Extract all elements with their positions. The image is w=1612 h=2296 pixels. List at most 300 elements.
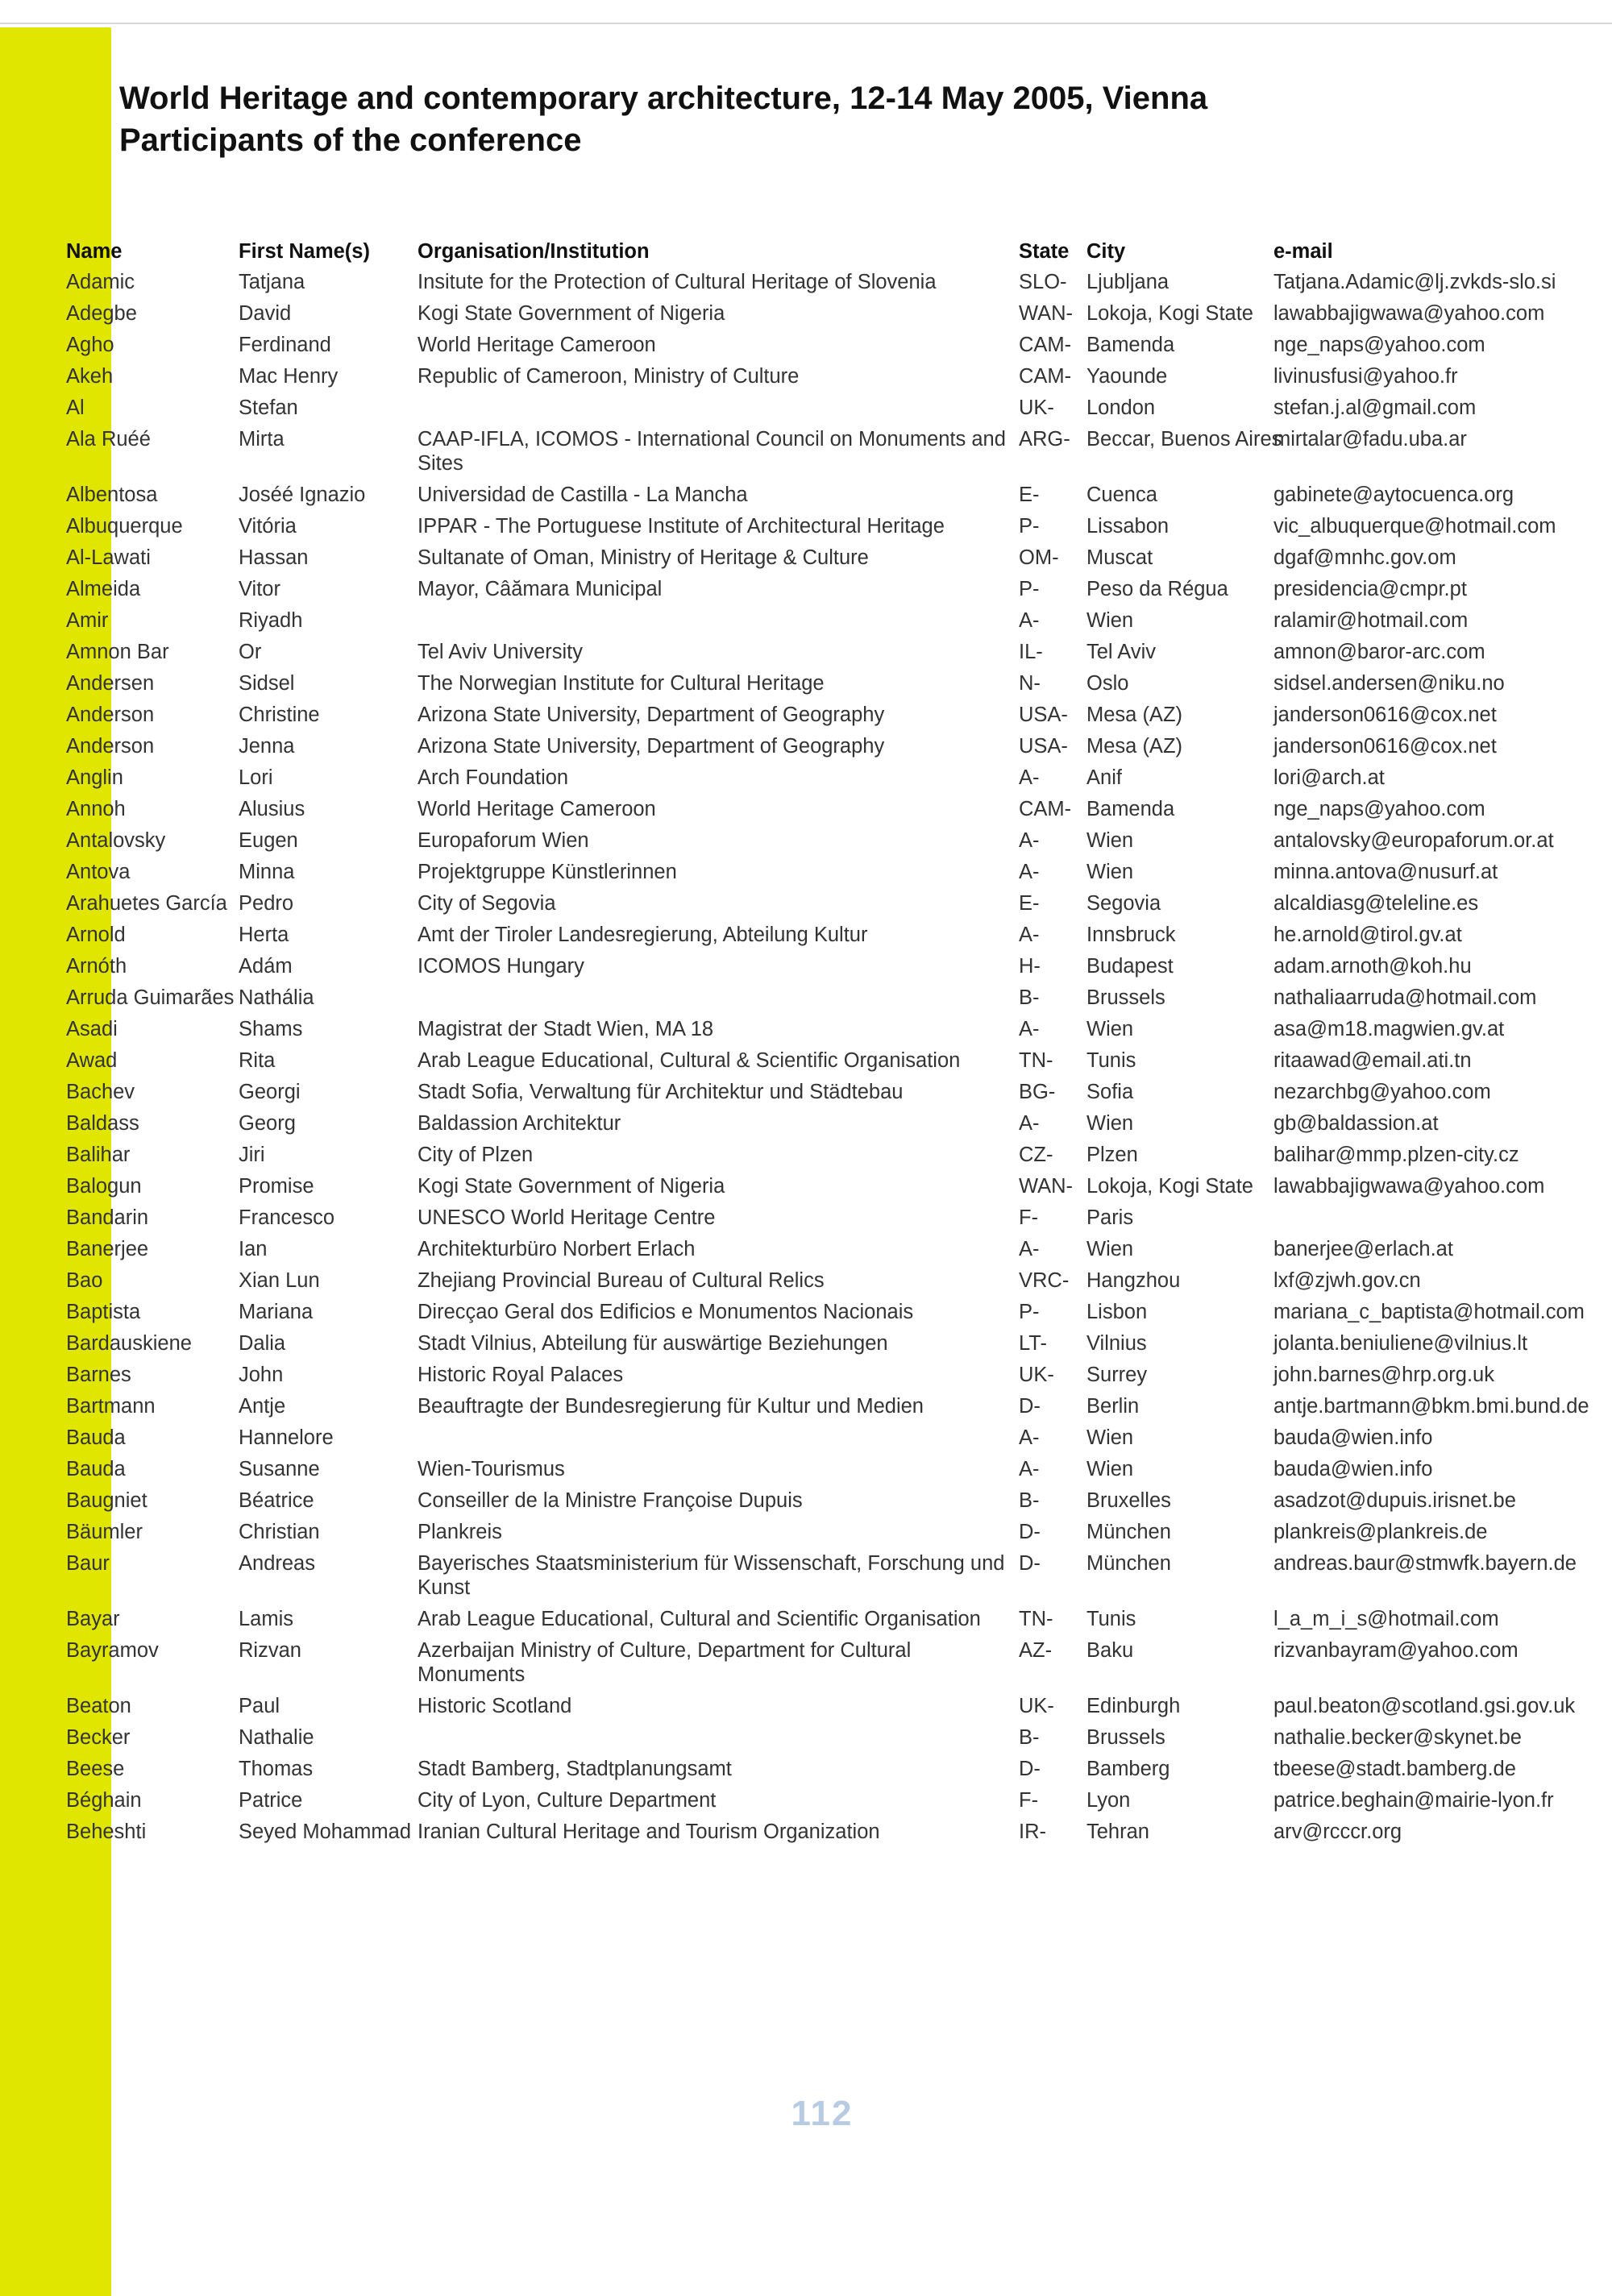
participant-first-name: Jenna xyxy=(239,735,295,758)
participant-state: VRC- xyxy=(1019,1269,1070,1292)
participant-email: nathaliaarruda@hotmail.com xyxy=(1273,986,1537,1009)
table-row xyxy=(64,424,1608,480)
participant-state: E- xyxy=(1019,892,1040,915)
participant-first-name: Antje xyxy=(239,1395,286,1418)
participant-city: München xyxy=(1086,1552,1171,1575)
participant-email: antalovsky@europaforum.or.at xyxy=(1273,829,1554,852)
participant-last-name: Baptista xyxy=(66,1301,141,1323)
participant-organisation: Insitute for the Protection of Cultural Heritage of Slovenia xyxy=(418,271,937,293)
table-row xyxy=(64,1108,1608,1140)
participant-last-name: Bäumler xyxy=(66,1521,143,1543)
participant-email: he.arnold@tirol.gv.at xyxy=(1273,924,1462,946)
document-title: World Heritage and contemporary architecture, 12-14 May 2005, Vienna xyxy=(119,81,1208,116)
participant-state: N- xyxy=(1019,672,1041,695)
table-row xyxy=(64,951,1608,982)
participant-organisation: Arizona State University, Department of Geography xyxy=(418,735,885,758)
table-row xyxy=(64,1140,1608,1171)
participant-state: A- xyxy=(1019,1018,1040,1040)
participant-email: tbeese@stadt.bamberg.de xyxy=(1273,1758,1516,1780)
participant-city: Edinburgh xyxy=(1086,1695,1181,1717)
participant-first-name: Thomas xyxy=(239,1758,314,1780)
participant-state: A- xyxy=(1019,766,1040,789)
table-row xyxy=(64,1604,1608,1635)
participant-first-name: Mirta xyxy=(239,428,285,450)
participant-organisation: Direcçao Geral dos Edificios e Monumentos Nacionais xyxy=(418,1301,914,1323)
participant-first-name: Riyadh xyxy=(239,609,303,632)
participant-state: A- xyxy=(1019,1112,1040,1135)
participant-email: bauda@wien.info xyxy=(1273,1426,1433,1449)
page-number: 112 xyxy=(791,2094,854,2133)
participant-last-name: Bauda xyxy=(66,1426,126,1449)
participant-state: CAM- xyxy=(1019,798,1072,820)
participant-first-name: Dalia xyxy=(239,1332,286,1355)
participant-last-name: Akeh xyxy=(66,365,114,388)
participant-organisation: Kogi State Government of Nigeria xyxy=(418,302,725,325)
participant-organisation: Azerbaijan Ministry of Culture, Department for Cultural Monuments xyxy=(418,1639,912,1686)
participant-city: Lokoja, Kogi State xyxy=(1086,1175,1253,1198)
participant-email: jolanta.beniuliene@vilnius.lt xyxy=(1273,1332,1528,1355)
table-row xyxy=(64,1360,1608,1391)
table-row xyxy=(64,361,1608,392)
participant-last-name: Asadi xyxy=(66,1018,118,1040)
participant-city: Lissabon xyxy=(1086,515,1170,538)
participant-city: Sofia xyxy=(1086,1081,1134,1103)
participant-organisation: The Norwegian Institute for Cultural Heritage xyxy=(418,672,825,695)
participant-city: Berlin xyxy=(1086,1395,1140,1418)
participant-state: A- xyxy=(1019,609,1040,632)
participant-email: gabinete@aytocuenca.org xyxy=(1273,484,1514,506)
participant-email: mirtalar@fadu.uba.ar xyxy=(1273,428,1467,450)
table-row xyxy=(64,1517,1608,1548)
participant-organisation xyxy=(416,1422,1017,1454)
participant-first-name: Eugen xyxy=(239,829,298,852)
participant-city: Tunis xyxy=(1086,1608,1136,1630)
participant-email: nge_naps@yahoo.com xyxy=(1273,798,1485,820)
table-row xyxy=(64,857,1608,888)
participant-state: IL- xyxy=(1019,641,1043,663)
participant-state: AZ- xyxy=(1019,1639,1053,1662)
participant-email: lori@arch.at xyxy=(1273,766,1385,789)
participant-state: OM- xyxy=(1019,546,1059,569)
participant-first-name: Andreas xyxy=(239,1552,315,1575)
table-row xyxy=(64,1722,1608,1754)
participant-last-name: Agho xyxy=(66,334,114,356)
participant-state: TN- xyxy=(1019,1608,1053,1630)
participant-city: Ljubljana xyxy=(1086,271,1170,293)
table-row xyxy=(64,1485,1608,1517)
participant-city: Lyon xyxy=(1086,1789,1131,1812)
participant-state: D- xyxy=(1019,1395,1041,1418)
participant-first-name: John xyxy=(239,1364,284,1386)
participant-state: D- xyxy=(1019,1758,1041,1780)
table-row xyxy=(64,700,1608,731)
participant-last-name: Al-Lawati xyxy=(66,546,151,569)
participant-city: Bamenda xyxy=(1086,798,1175,820)
participant-email: vic_albuquerque@hotmail.com xyxy=(1273,515,1556,538)
participant-state: WAN- xyxy=(1019,302,1074,325)
participant-city: München xyxy=(1086,1521,1171,1543)
participant-organisation: Projektgruppe Künstlerinnen xyxy=(418,861,677,883)
participant-first-name: Seyed Mohammad xyxy=(239,1821,412,1843)
table-row xyxy=(64,1014,1608,1045)
participant-last-name: Bachev xyxy=(66,1081,135,1103)
participant-city: Budapest xyxy=(1086,955,1174,978)
participant-email: asadzot@dupuis.irisnet.be xyxy=(1273,1489,1516,1512)
participant-first-name: Ferdinand xyxy=(239,334,331,356)
participant-city: Wien xyxy=(1086,1426,1134,1449)
participant-state: UK- xyxy=(1019,397,1054,419)
participant-first-name: Jiri xyxy=(239,1144,265,1166)
table-row xyxy=(64,1548,1608,1604)
participant-first-name: Francesco xyxy=(239,1206,335,1229)
participant-state: USA- xyxy=(1019,704,1068,726)
table-row xyxy=(64,267,1608,298)
participant-organisation: Architekturbüro Norbert Erlach xyxy=(418,1238,696,1260)
participant-state: A- xyxy=(1019,1426,1040,1449)
participant-email: bauda@wien.info xyxy=(1273,1458,1433,1480)
participant-city: Brussels xyxy=(1086,986,1165,1009)
participant-state: B- xyxy=(1019,1726,1040,1749)
participant-city: Surrey xyxy=(1086,1364,1148,1386)
participant-state: A- xyxy=(1019,1458,1040,1480)
table-row xyxy=(64,542,1608,574)
participant-state: TN- xyxy=(1019,1049,1053,1072)
top-rule xyxy=(0,23,1612,24)
participant-email: paul.beaton@scotland.gsi.gov.uk xyxy=(1273,1695,1576,1717)
participant-state: H- xyxy=(1019,955,1041,978)
participant-state: CAM- xyxy=(1019,365,1072,388)
participant-email: lxf@zjwh.gov.cn xyxy=(1273,1269,1421,1292)
participant-organisation: Amt der Tiroler Landesregierung, Abteilung Kultur xyxy=(418,924,868,946)
participant-last-name: Arnóth xyxy=(66,955,127,978)
participant-state: SLO- xyxy=(1019,271,1067,293)
participant-organisation: UNESCO World Heritage Centre xyxy=(418,1206,716,1229)
participant-last-name: Amnon Bar xyxy=(66,641,169,663)
participant-last-name: Baldass xyxy=(66,1112,139,1135)
participant-first-name: Tatjana xyxy=(239,271,305,293)
participant-last-name: Adegbe xyxy=(66,302,137,325)
participant-first-name: Hannelore xyxy=(239,1426,334,1449)
participant-state: UK- xyxy=(1019,1695,1054,1717)
participant-first-name: Susanne xyxy=(239,1458,320,1480)
participant-first-name: Lamis xyxy=(239,1608,294,1630)
table-row xyxy=(64,794,1608,825)
participant-state: D- xyxy=(1019,1552,1041,1575)
participant-state: B- xyxy=(1019,986,1040,1009)
table-row xyxy=(64,1297,1608,1328)
participant-organisation: Stadt Sofia, Verwaltung für Architektur und Städtebau xyxy=(418,1081,904,1103)
participant-email: stefan.j.al@gmail.com xyxy=(1273,397,1477,419)
participant-organisation: Bayerisches Staatsministerium für Wissenschaft, Forschung und Kunst xyxy=(418,1552,1005,1599)
participant-email: patrice.beghain@mairie-lyon.fr xyxy=(1273,1789,1554,1812)
participant-last-name: Anderson xyxy=(66,735,155,758)
participant-organisation: Arab League Educational, Cultural and Scientific Organisation xyxy=(418,1608,981,1630)
participant-email: janderson0616@cox.net xyxy=(1273,735,1497,758)
participant-organisation: Wien-Tourismus xyxy=(418,1458,565,1480)
participant-city: Innsbruck xyxy=(1086,924,1176,946)
participant-organisation: Republic of Cameroon, Ministry of Culture xyxy=(418,365,800,388)
participant-organisation: Baldassion Architektur xyxy=(418,1112,621,1135)
participant-first-name: Adám xyxy=(239,955,293,978)
participant-city: Brussels xyxy=(1086,1726,1165,1749)
participant-organisation: City of Segovia xyxy=(418,892,556,915)
participant-email: antje.bartmann@bkm.bmi.bund.de xyxy=(1273,1395,1589,1418)
participant-last-name: Awad xyxy=(66,1049,118,1072)
participant-last-name: Arahuetes García xyxy=(66,892,227,915)
participant-organisation xyxy=(416,1722,1017,1754)
participant-email: balihar@mmp.plzen-city.cz xyxy=(1273,1144,1519,1166)
table-row xyxy=(64,1328,1608,1360)
participant-city: Vilnius xyxy=(1086,1332,1147,1355)
participant-first-name: Hassan xyxy=(239,546,309,569)
participant-first-name: Vitória xyxy=(239,515,297,538)
participant-first-name: Lori xyxy=(239,766,273,789)
table-row xyxy=(64,1391,1608,1422)
table-row xyxy=(64,1454,1608,1485)
participant-organisation: City of Plzen xyxy=(418,1144,534,1166)
participant-email: ralamir@hotmail.com xyxy=(1273,609,1469,632)
participant-email: ritaawad@email.ati.tn xyxy=(1273,1049,1472,1072)
participant-organisation xyxy=(416,392,1017,424)
participant-first-name: Christine xyxy=(239,704,320,726)
participant-city: Plzen xyxy=(1086,1144,1138,1166)
participant-city: Peso da Régua xyxy=(1086,578,1228,600)
participant-first-name: Minna xyxy=(239,861,295,883)
participant-city: Bamberg xyxy=(1086,1758,1170,1780)
participant-city: Tunis xyxy=(1086,1049,1136,1072)
participant-email: adam.arnoth@koh.hu xyxy=(1273,955,1472,978)
participant-email: dgaf@mnhc.gov.om xyxy=(1273,546,1456,569)
header-email: e-mail xyxy=(1273,240,1333,263)
participant-first-name: Mac Henry xyxy=(239,365,339,388)
table-row xyxy=(64,825,1608,857)
table-row xyxy=(64,1816,1608,1848)
participant-state: E- xyxy=(1019,484,1040,506)
participant-email: Tatjana.Adamic@lj.zvkds-slo.si xyxy=(1273,271,1556,293)
participant-state: WAN- xyxy=(1019,1175,1074,1198)
participant-organisation: Conseiller de la Ministre Françoise Dupuis xyxy=(418,1489,803,1512)
participant-email: banerjee@erlach.at xyxy=(1273,1238,1453,1260)
participant-state: F- xyxy=(1019,1206,1039,1229)
participant-email xyxy=(1272,1202,1608,1234)
participant-organisation: Historic Scotland xyxy=(418,1695,572,1717)
participant-last-name: Bao xyxy=(66,1269,103,1292)
table-row xyxy=(64,731,1608,762)
participant-city: Wien xyxy=(1086,1238,1134,1260)
participant-organisation: CAAP-IFLA, ICOMOS - International Council on Monuments and Sites xyxy=(418,428,1006,475)
participant-last-name: Antova xyxy=(66,861,131,883)
participant-email: presidencia@cmpr.pt xyxy=(1273,578,1467,600)
participant-state: D- xyxy=(1019,1521,1041,1543)
participants-table xyxy=(64,236,1608,1848)
participant-first-name: Vitor xyxy=(239,578,280,600)
header-organisation: Organisation/Institution xyxy=(418,240,650,263)
participant-state: A- xyxy=(1019,924,1040,946)
participant-email: lawabbajigwawa@yahoo.com xyxy=(1273,1175,1545,1198)
participant-organisation: Beauftragte der Bundesregierung für Kultur und Medien xyxy=(418,1395,924,1418)
participant-organisation: Stadt Bamberg, Stadtplanungsamt xyxy=(418,1758,732,1780)
participant-first-name: Béatrice xyxy=(239,1489,314,1512)
participant-last-name: Bauda xyxy=(66,1458,126,1480)
table-header-row xyxy=(64,236,1608,267)
participant-last-name: Anderson xyxy=(66,704,155,726)
participant-email: arv@rcccr.org xyxy=(1273,1821,1402,1843)
table-row xyxy=(64,298,1608,330)
participant-last-name: Barnes xyxy=(66,1364,131,1386)
participant-state: BG- xyxy=(1019,1081,1056,1103)
table-row xyxy=(64,982,1608,1014)
participant-city: Yaounde xyxy=(1086,365,1168,388)
participant-last-name: Balogun xyxy=(66,1175,142,1198)
participant-first-name: Patrice xyxy=(239,1789,303,1812)
participant-city: Baku xyxy=(1086,1639,1134,1662)
participant-city: Wien xyxy=(1086,1458,1134,1480)
participant-first-name: Nathalie xyxy=(239,1726,314,1749)
participant-state: CZ- xyxy=(1019,1144,1053,1166)
participant-organisation: Historic Royal Palaces xyxy=(418,1364,624,1386)
participant-first-name: Mariana xyxy=(239,1301,314,1323)
participant-organisation: Magistrat der Stadt Wien, MA 18 xyxy=(418,1018,714,1040)
participant-organisation: Arch Foundation xyxy=(418,766,569,789)
participant-first-name: Rita xyxy=(239,1049,276,1072)
participant-first-name: Stefan xyxy=(239,397,298,419)
participant-last-name: Anglin xyxy=(66,766,123,789)
participant-last-name: Bandarin xyxy=(66,1206,149,1229)
participant-city: Beccar, Buenos Aires xyxy=(1086,428,1282,450)
participant-city: Wien xyxy=(1086,1112,1134,1135)
participant-organisation xyxy=(416,982,1017,1014)
participant-city: Wien xyxy=(1086,1018,1134,1040)
table-row xyxy=(64,574,1608,605)
header-city: City xyxy=(1086,240,1126,263)
participant-organisation: Europaforum Wien xyxy=(418,829,589,852)
participant-organisation: Arab League Educational, Cultural & Scientific Organisation xyxy=(418,1049,961,1072)
participant-organisation: Iranian Cultural Heritage and Tourism Organization xyxy=(418,1821,880,1843)
header-state: State xyxy=(1019,240,1070,263)
participant-last-name: Almeida xyxy=(66,578,141,600)
participant-first-name: Or xyxy=(239,641,262,663)
participant-last-name: Adamic xyxy=(66,271,135,293)
participant-organisation xyxy=(416,605,1017,637)
table-row xyxy=(64,637,1608,668)
participant-city: Hangzhou xyxy=(1086,1269,1181,1292)
participant-first-name: Nathália xyxy=(239,986,314,1009)
document-subtitle: Participants of the conference xyxy=(119,122,582,158)
participant-first-name: Alusius xyxy=(239,798,305,820)
participant-state: LT- xyxy=(1019,1332,1047,1355)
participant-organisation: Universidad de Castilla - La Mancha xyxy=(418,484,748,506)
table-row xyxy=(64,668,1608,700)
participant-email: mariana_c_baptista@hotmail.com xyxy=(1273,1301,1585,1323)
participant-last-name: Ala Ruéé xyxy=(66,428,151,450)
participant-city: London xyxy=(1086,397,1156,419)
participant-state: ARG- xyxy=(1019,428,1070,450)
participant-organisation: IPPAR - The Portuguese Institute of Architectural Heritage xyxy=(418,515,945,538)
participant-state: CAM- xyxy=(1019,334,1072,356)
participant-last-name: Baur xyxy=(66,1552,110,1575)
participant-first-name: Xian Lun xyxy=(239,1269,320,1292)
participant-last-name: Andersen xyxy=(66,672,155,695)
table-row xyxy=(64,392,1608,424)
participant-last-name: Banerjee xyxy=(66,1238,149,1260)
participant-city: Lisbon xyxy=(1086,1301,1148,1323)
table-row xyxy=(64,511,1608,542)
participant-last-name: Albentosa xyxy=(66,484,158,506)
participant-first-name: Herta xyxy=(239,924,289,946)
participant-email: plankreis@plankreis.de xyxy=(1273,1521,1488,1543)
table-row xyxy=(64,1202,1608,1234)
participant-city: Mesa (AZ) xyxy=(1086,735,1183,758)
participant-email: gb@baldassion.at xyxy=(1273,1112,1439,1135)
participant-first-name: Christian xyxy=(239,1521,320,1543)
participant-last-name: Antalovsky xyxy=(66,829,166,852)
participant-organisation: Sultanate of Oman, Ministry of Heritage & Culture xyxy=(418,546,869,569)
participant-state: P- xyxy=(1019,578,1040,600)
table-row xyxy=(64,1171,1608,1202)
participant-last-name: Bayramov xyxy=(66,1639,159,1662)
table-row xyxy=(64,1754,1608,1785)
participant-last-name: Becker xyxy=(66,1726,131,1749)
participant-last-name: Baugniet xyxy=(66,1489,147,1512)
participant-last-name: Béghain xyxy=(66,1789,142,1812)
participant-email: rizvanbayram@yahoo.com xyxy=(1273,1639,1519,1662)
table-row xyxy=(64,1422,1608,1454)
participant-first-name: Promise xyxy=(239,1175,314,1198)
participant-email: nathalie.becker@skynet.be xyxy=(1273,1726,1522,1749)
participant-last-name: Balihar xyxy=(66,1144,131,1166)
participant-state: USA- xyxy=(1019,735,1068,758)
participant-state: UK- xyxy=(1019,1364,1054,1386)
participant-last-name: Bayar xyxy=(66,1608,120,1630)
participant-state: A- xyxy=(1019,1238,1040,1260)
participant-organisation: Arizona State University, Department of Geography xyxy=(418,704,885,726)
table-row xyxy=(64,480,1608,511)
participant-last-name: Annoh xyxy=(66,798,126,820)
table-row xyxy=(64,1635,1608,1691)
participant-city: Paris xyxy=(1086,1206,1134,1229)
participant-organisation: Zhejiang Provincial Bureau of Cultural Relics xyxy=(418,1269,825,1292)
participant-last-name: Beese xyxy=(66,1758,125,1780)
participant-email: livinusfusi@yahoo.fr xyxy=(1273,365,1458,388)
participant-city: Lokoja, Kogi State xyxy=(1086,302,1253,325)
participant-organisation: World Heritage Cameroon xyxy=(418,798,656,820)
participant-first-name: Shams xyxy=(239,1018,303,1040)
participant-city: Tel Aviv xyxy=(1086,641,1156,663)
participant-last-name: Arnold xyxy=(66,924,126,946)
table-row xyxy=(64,330,1608,361)
participant-email: asa@m18.magwien.gv.at xyxy=(1273,1018,1505,1040)
participant-state: B- xyxy=(1019,1489,1040,1512)
participant-city: Wien xyxy=(1086,861,1134,883)
table-row xyxy=(64,762,1608,794)
table-row xyxy=(64,888,1608,920)
participant-organisation: World Heritage Cameroon xyxy=(418,334,656,356)
participant-last-name: Al xyxy=(66,397,85,419)
participant-city: Wien xyxy=(1086,609,1134,632)
title-block xyxy=(119,77,1586,161)
participant-email: janderson0616@cox.net xyxy=(1273,704,1497,726)
participant-city: Bamenda xyxy=(1086,334,1175,356)
participant-first-name: David xyxy=(239,302,292,325)
participant-email: andreas.baur@stmwfk.bayern.de xyxy=(1273,1552,1577,1575)
participant-organisation: ICOMOS Hungary xyxy=(418,955,584,978)
participant-email: amnon@baror-arc.com xyxy=(1273,641,1485,663)
participant-city: Cuenca xyxy=(1086,484,1157,506)
table-row xyxy=(64,1234,1608,1265)
participant-city: Mesa (AZ) xyxy=(1086,704,1183,726)
participant-first-name: Sidsel xyxy=(239,672,295,695)
participant-city: Oslo xyxy=(1086,672,1129,695)
